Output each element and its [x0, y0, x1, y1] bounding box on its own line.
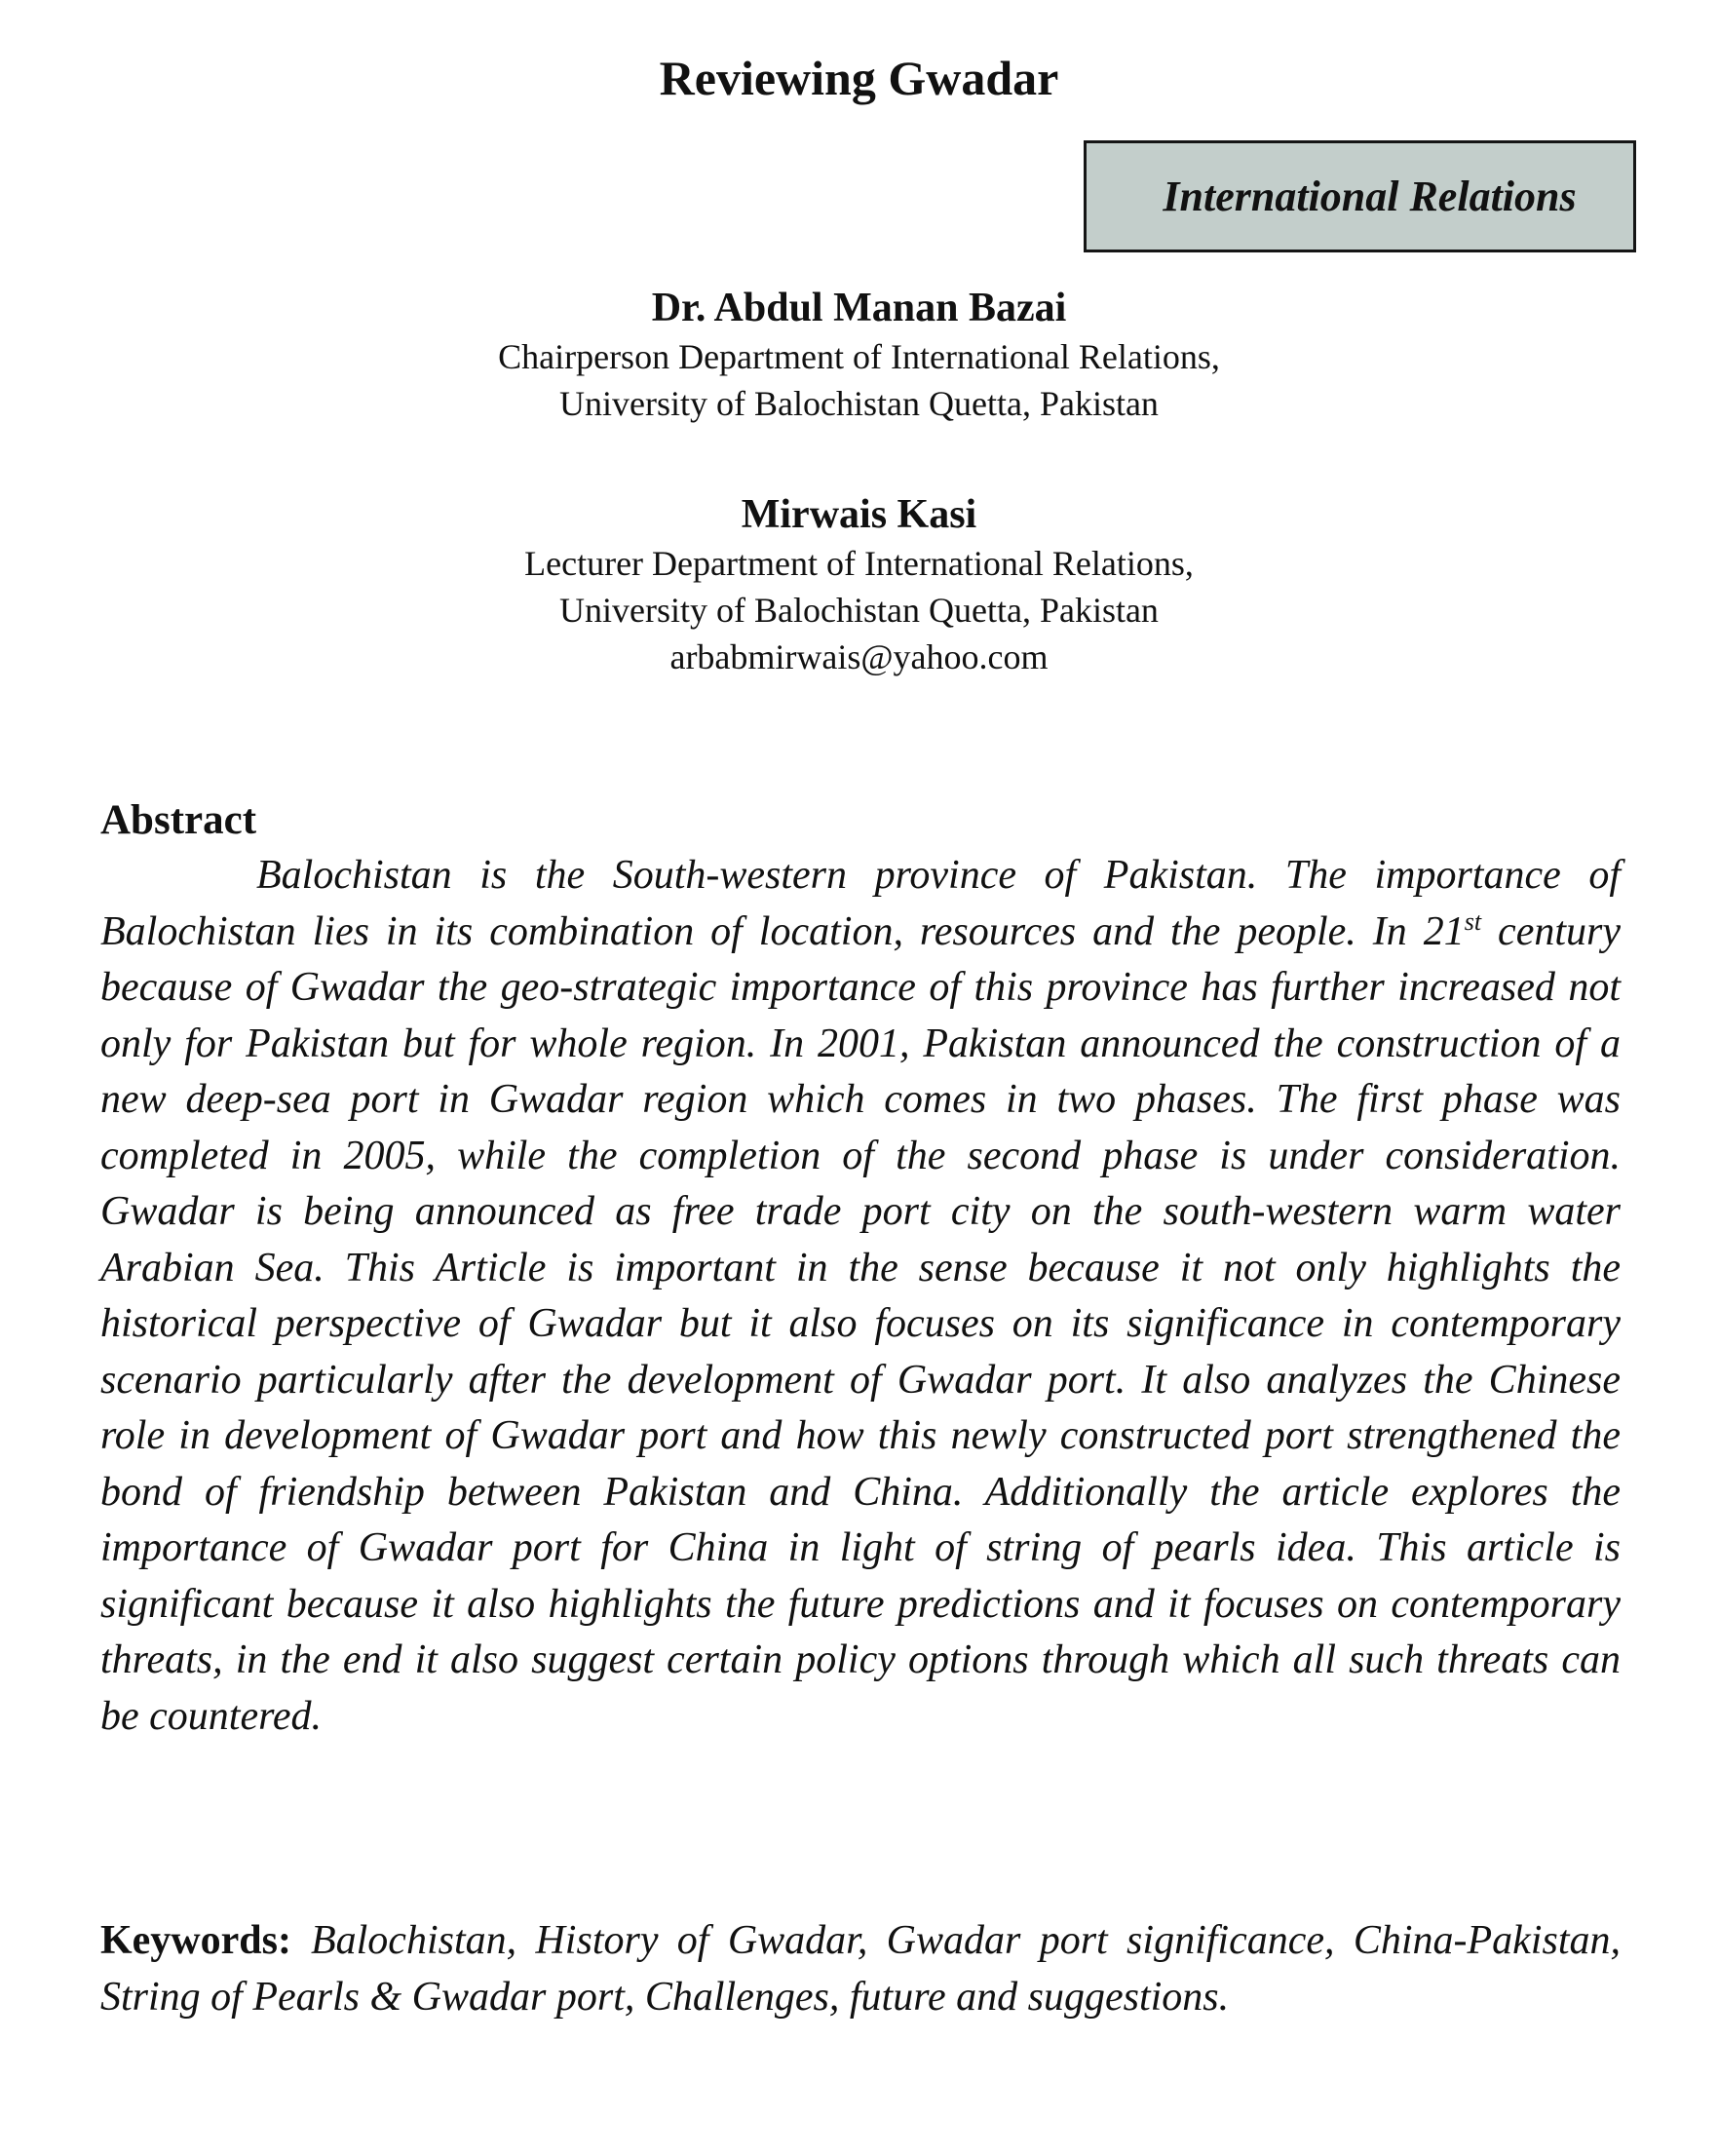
abstract-text-part: Balochistan is the South-western province of Pakistan. The importance of Balochistan lies in its combination of location, resources and the people. In 21: [100, 853, 1621, 954]
author-name: Mirwais Kasi: [741, 492, 977, 537]
ordinal-superscript: st: [1464, 906, 1482, 936]
author-affiliation-line: Chairperson Department of International Relations,: [498, 337, 1220, 376]
category-label: International Relations: [1163, 173, 1577, 220]
author-block-2: [0, 489, 1718, 680]
author-affiliation-line: University of Balochistan Quetta, Pakistan: [559, 591, 1159, 630]
author-affiliation-line: Lecturer Department of International Relations,: [524, 544, 1194, 583]
keywords-text: Balochistan, History of Gwadar, Gwadar port significance, China-Pakistan, String of Pearls & Gwadar port, Challenges, future and suggestions.: [100, 1918, 1621, 2020]
category-label-box: [1084, 140, 1636, 252]
abstract-heading: Abstract: [100, 797, 257, 843]
paper-title: Reviewing Gwadar: [659, 51, 1059, 105]
abstract-body: [100, 848, 1621, 1745]
keywords-section: [100, 1913, 1621, 2025]
author-affiliation-line: University of Balochistan Quetta, Pakistan: [559, 384, 1159, 423]
author-email[interactable]: arbabmirwais@yahoo.com: [669, 637, 1049, 676]
keywords-label: Keywords:: [100, 1918, 291, 1963]
author-name: Dr. Abdul Manan Bazai: [651, 286, 1067, 330]
author-block-1: [0, 283, 1718, 427]
abstract-text-part: century because of Gwadar the geo-strategic importance of this province has further increased not only for Pakistan but for whole region. In 2001, Pakistan announced the construction of a new deep-sea port in Gwadar region which comes in two phases. The first phase was completed in 2005, while the completion of the second phase is under consideration. Gwadar is being announced as free trade port city on the south-western warm water Arabian Sea. This Article is important in the sense because it not only highlights the historical perspective of Gwadar but it also focuses on its significance in contemporary scenario particularly after the development of Gwadar port. It also analyzes the Chinese role in development of Gwadar port and how this newly constructed port strengthened the bond of friendship between Pakistan and China. Additionally the article explores the importance of Gwadar port for China in light of string of pearls idea. This article is significant because it also highlights the future predictions and it focuses on contemporary threats, in the end it also suggest certain policy options through which all such threats can be countered.: [100, 908, 1621, 1739]
